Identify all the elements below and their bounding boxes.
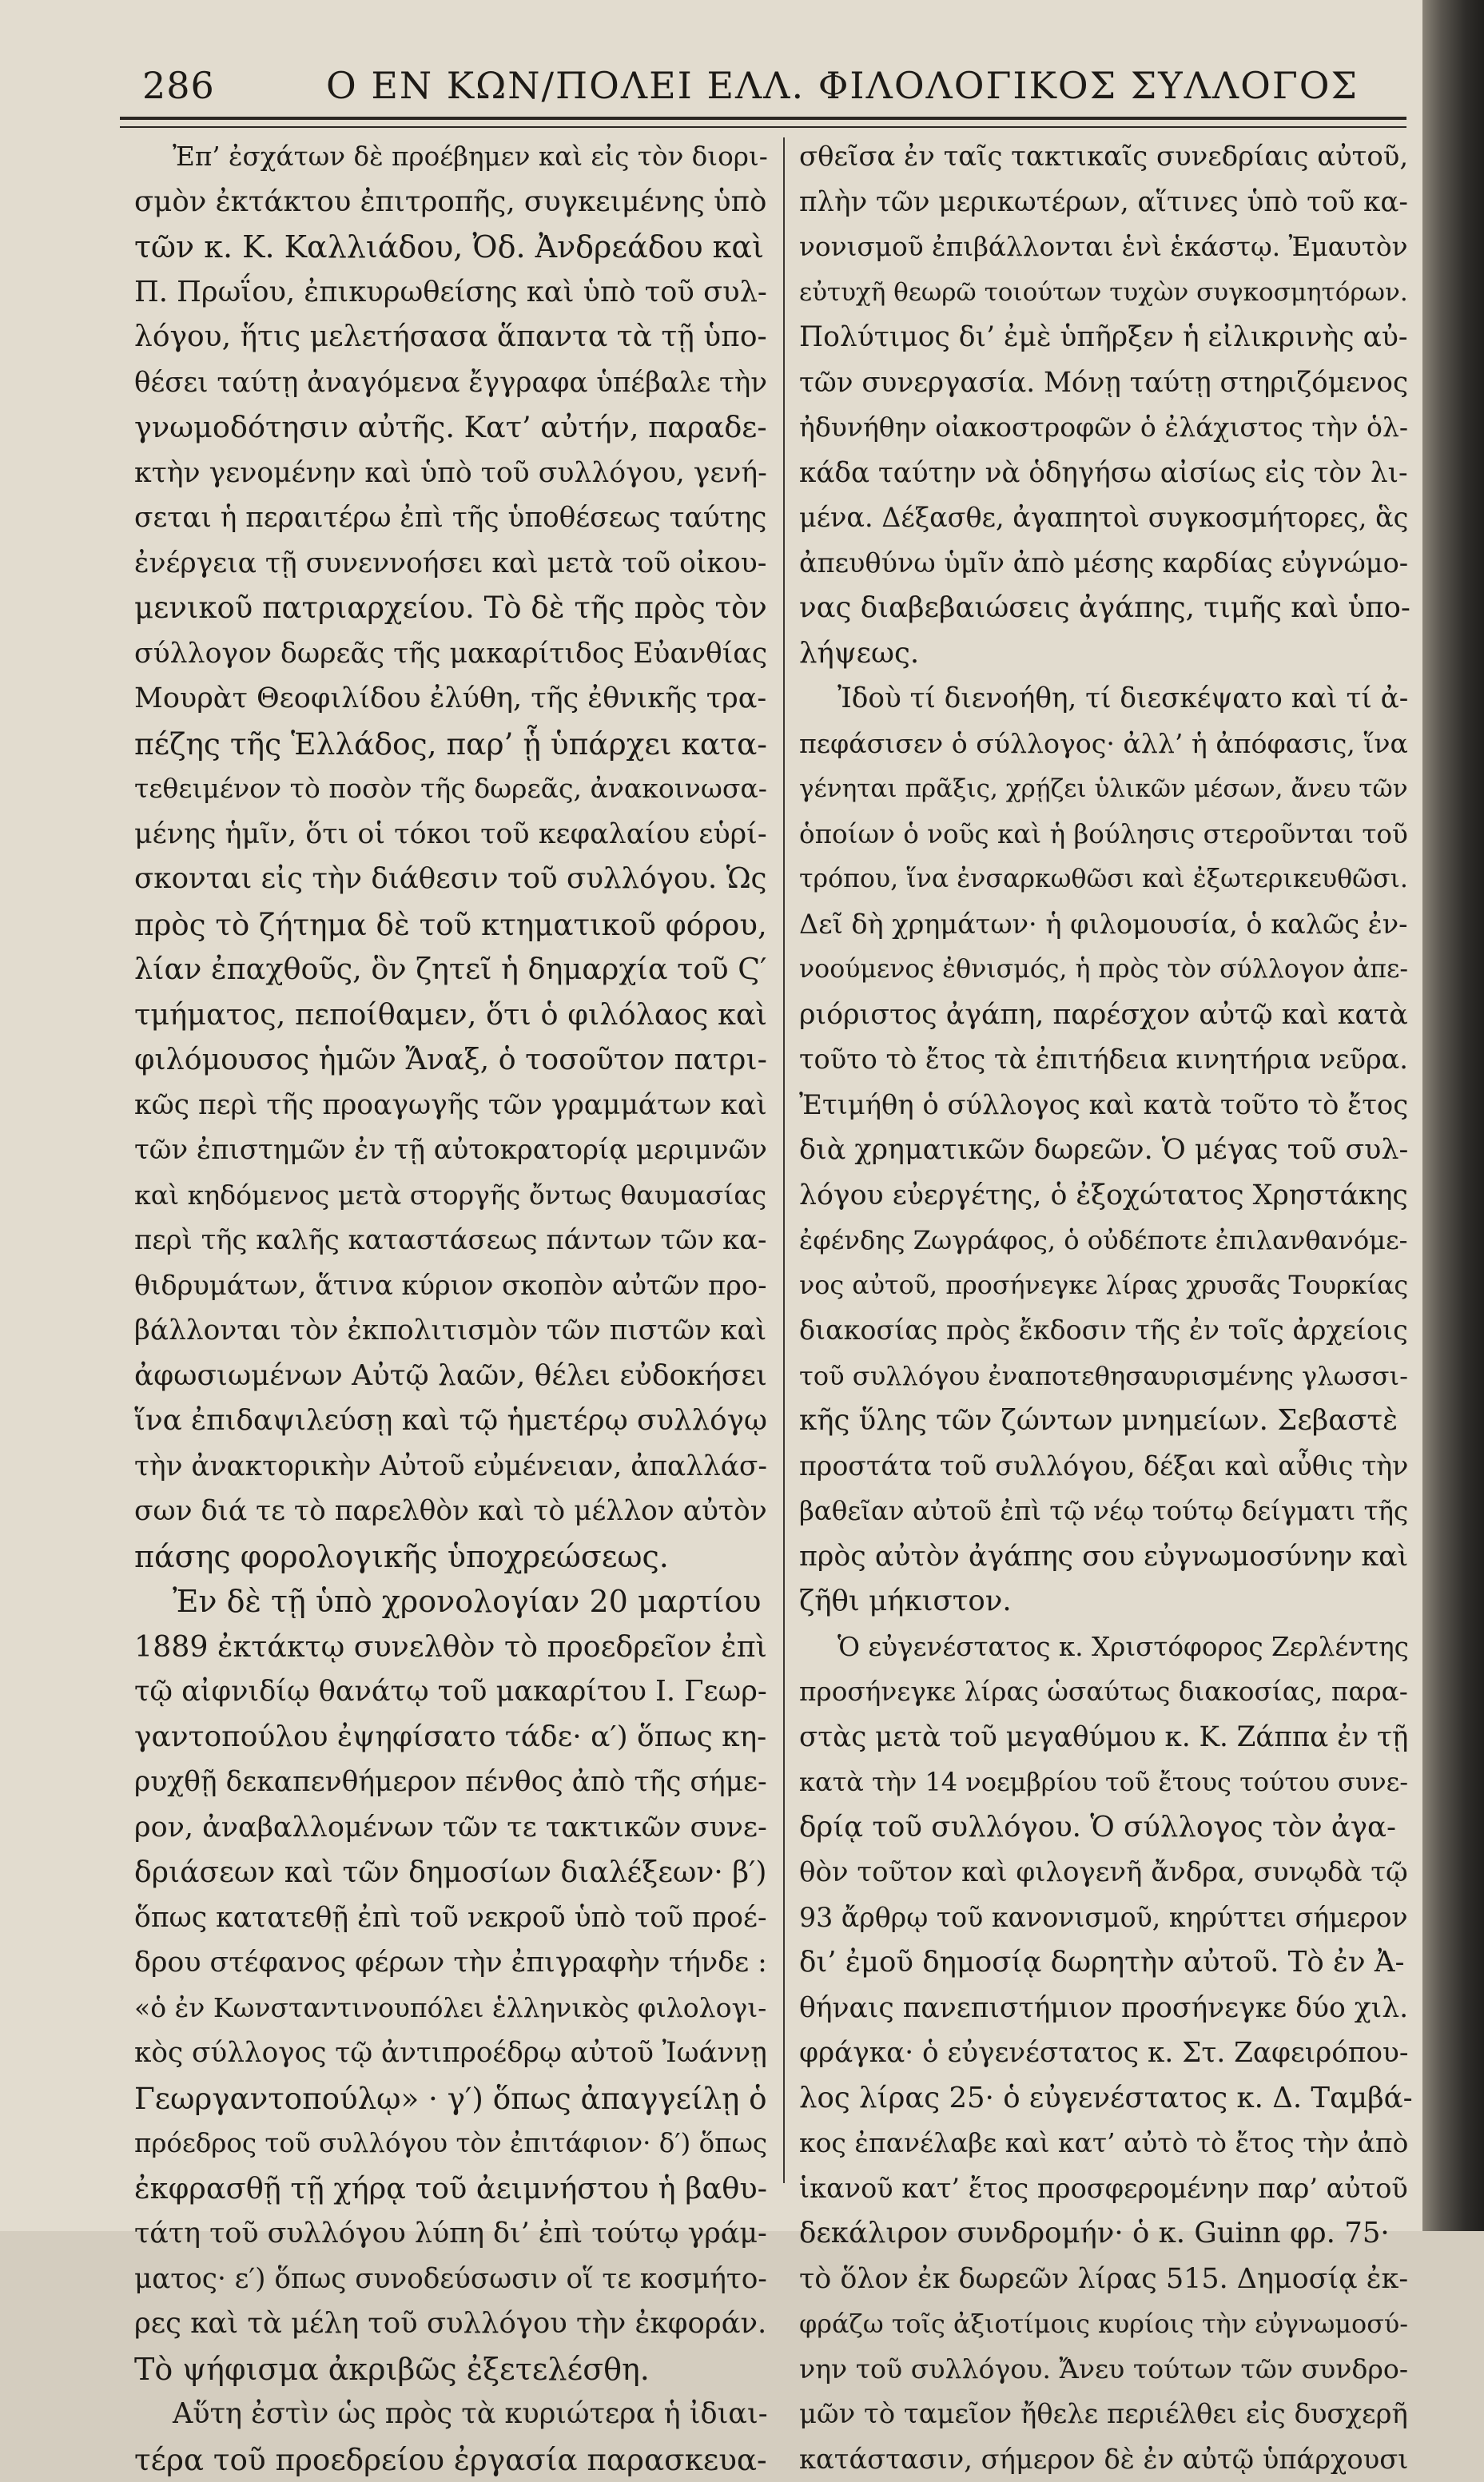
column-divider (783, 137, 785, 2183)
text-line: τῶν ἐπιστημῶν ἐν τῇ αὐτοκρατορίᾳ μεριμνῶν (134, 1128, 774, 1173)
text-line: ἀπευθύνω ὑμῖν ἀπὸ μέσης καρδίας εὐγνώμο- (799, 541, 1414, 587)
running-title: Ο ΕΝ ΚΩΝ/ΠΟΛΕΙ ΕΛΛ. ΦΙΛΟΛΟΓΙΚΟΣ ΣΥΛΛΟΓΟΣ (326, 64, 1359, 107)
text-line: νην τοῦ συλλόγου. Ἄνευ τούτων τῶν συνδρο- (799, 2347, 1414, 2393)
text-line: βαθεῖαν αὐτοῦ ἐπὶ τῷ νέῳ τούτῳ δείγματι τῆς (799, 1489, 1414, 1534)
text-line: ἵνα ἐπιδαψιλεύσῃ καὶ τῷ ἡμετέρῳ συλλόγῳ (134, 1398, 774, 1444)
text-line: σκονται εἰς τὴν διάθεσιν τοῦ συλλόγου. Ὡς (134, 857, 774, 902)
text-line: λίαν ἐπαχθοῦς, ὃν ζητεῖ ἡ δημαρχία τοῦ Ϛ′ (134, 947, 774, 992)
text-line: πρὸς τὸ ζήτημα δὲ τοῦ κτηματικοῦ φόρου, (134, 902, 774, 948)
text-line: νας διαβεβαιώσεις ἀγάπης, τιμῆς καὶ ὑπο- (799, 586, 1414, 631)
text-line: σων διά τε τὸ παρελθὸν καὶ τὸ μέλλον αὐτὸν (134, 1489, 774, 1534)
text-line: λος λίρας 25· ὁ εὐγενέστατος κ. Δ. Ταμβά- (799, 2076, 1414, 2122)
text-line: ὅπως κατατεθῇ ἐπὶ τοῦ νεκροῦ ὑπὸ τοῦ προέ- (134, 1895, 774, 1941)
text-line: τέρα τοῦ προεδρείου ἐργασία παρασκευα- (134, 2437, 774, 2482)
text-line: γνωμοδότησιν αὐτῆς. Κατ’ αὐτήν, παραδε- (134, 405, 774, 451)
text-line: πέζης τῆς Ἑλλάδος, παρ’ ᾗ ὑπάρχει κατα- (134, 722, 774, 767)
text-line: νονισμοῦ ἐπιβάλλονται ἑνὶ ἑκάστῳ. Ἐμαυτὸν (799, 225, 1414, 270)
text-line: σεται ἡ περαιτέρω ἐπὶ τῆς ὑποθέσεως ταύτης (134, 495, 774, 541)
text-line: προσήνεγκε λίρας ὡσαύτως διακοσίας, παρα- (799, 1669, 1414, 1715)
text-line: τοῦ συλλόγου ἐναποτεθησαυρισμένης γλωσσι- (799, 1354, 1414, 1399)
text-line: τὴν ἀνακτορικὴν Αὐτοῦ εὐμένειαν, ἀπαλλάσ- (134, 1444, 774, 1490)
text-line: Π. Πρωΐου, ἐπικυρωθείσης καὶ ὑπὸ τοῦ συλ- (134, 270, 774, 316)
text-line: δρίᾳ τοῦ συλλόγου. Ὁ σύλλογος τὸν ἀγα- (799, 1805, 1414, 1851)
text-line: κατὰ τὴν 14 νοεμβρίου τοῦ ἔτους τούτου συνε- (799, 1760, 1414, 1805)
text-line: ἐνέργεια τῇ συνεννοήσει καὶ μετὰ τοῦ οἰκου- (134, 541, 774, 587)
text-line: «ὁ ἐν Κωνσταντινουπόλει ἑλληνικὸς φιλολογι- (134, 1986, 774, 2031)
header-rule-thin (120, 126, 1406, 128)
text-line: Τὸ ψήφισμα ἀκριβῶς ἐξετελέσθη. (134, 2347, 774, 2393)
text-line: λήψεως. (799, 631, 1414, 677)
text-line: ζῆθι μήκιστον. (799, 1579, 1414, 1625)
text-line: πρόεδρος τοῦ συλλόγου τὸν ἐπιτάφιον· δ′) ὅπως (134, 2121, 774, 2166)
text-line: Ἐπ’ ἐσχάτων δὲ προέβημεν καὶ εἰς τὸν διορι- (134, 134, 774, 180)
text-line: Μουρὰτ Θεοφιλίδου ἐλύθη, τῆς ἐθνικῆς τρα- (134, 676, 774, 722)
text-line: τῶν συνεργασία. Μόνῃ ταύτῃ στηριζόμενος (799, 360, 1414, 406)
text-line: λόγου εὐεργέτης, ὁ ἐξοχώτατος Χρηστάκης (799, 1173, 1414, 1219)
text-line: ρον, ἀναβαλλομένων τῶν τε τακτικῶν συνε- (134, 1805, 774, 1851)
text-line: νοούμενος ἐθνισμός, ἡ πρὸς τὸν σύλλογον ἀπε- (799, 947, 1414, 992)
text-line: τάτη τοῦ συλλόγου λύπη δι’ ἐπὶ τούτῳ γράμ- (134, 2211, 774, 2257)
text-line: κτὴν γενομένην καὶ ὑπὸ τοῦ συλλόγου, γενή- (134, 451, 774, 496)
text-line: θέσει ταύτῃ ἀναγόμενα ἔγγραφα ὑπέβαλε τὴν (134, 360, 774, 406)
text-line: μένης ἡμῖν, ὅτι οἱ τόκοι τοῦ κεφαλαίου εὑρί- (134, 812, 774, 857)
text-line: σθεῖσα ἐν ταῖς τακτικαῖς συνεδρίαις αὐτοῦ, (799, 134, 1414, 180)
text-line: τρόπου, ἵνα ἐνσαρκωθῶσι καὶ ἐξωτερικευθῶσι. (799, 857, 1414, 902)
text-line: κατάστασιν, σήμερον δὲ ἐν αὐτῷ ὑπάρχουσι (799, 2437, 1414, 2482)
text-line: ἀφωσιωμένων Αὐτῷ λαῶν, θέλει εὐδοκήσει (134, 1354, 774, 1399)
text-line: ἠδυνήθην οἰακοστροφῶν ὁ ἐλάχιστος τὴν ὁλ- (799, 405, 1414, 451)
text-line: στὰς μετὰ τοῦ μεγαθύμου κ. Κ. Ζάππα ἐν τῇ (799, 1715, 1414, 1760)
text-line: ἐκφρασθῇ τῇ χήρᾳ τοῦ ἀειμνήστου ἡ βαθυ- (134, 2166, 774, 2212)
text-line: τῷ αἰφνιδίῳ θανάτῳ τοῦ μακαρίτου Ι. Γεωρ- (134, 1669, 774, 1715)
text-line: καὶ κηδόμενος μετὰ στοργῆς ὄντως θαυμασίας (134, 1173, 774, 1219)
text-line: θήναις πανεπιστήμιον προσήνεγκε δύο χιλ. (799, 1986, 1414, 2031)
text-line: διὰ χρηματικῶν δωρεῶν. Ὁ μέγας τοῦ συλ- (799, 1128, 1414, 1173)
text-line: κῶς περὶ τῆς προαγωγῆς τῶν γραμμάτων καὶ (134, 1083, 774, 1128)
text-line: πεφάσισεν ὁ σύλλογος· ἀλλ’ ἡ ἀπόφασις, ἵνα (799, 722, 1414, 767)
text-line: Ἐτιμήθη ὁ σύλλογος καὶ κατὰ τοῦτο τὸ ἔτος (799, 1083, 1414, 1128)
text-line: νος αὐτοῦ, προσήνεγκε λίρας χρυσᾶς Τουρκίας (799, 1263, 1414, 1309)
text-line: λόγου, ἥτις μελετήσασα ἅπαντα τὰ τῇ ὑπο- (134, 315, 774, 360)
page-number: 286 (142, 64, 215, 107)
text-line: διακοσίας πρὸς ἔκδοσιν τῆς ἐν τοῖς ἀρχείοις (799, 1308, 1414, 1354)
text-line: γαντοπούλου ἐψηφίσατο τάδε· α′) ὅπως κη- (134, 1715, 774, 1760)
text-line: μενικοῦ πατριαρχείου. Τὸ δὲ τῆς πρὸς τὸν (134, 586, 774, 631)
text-line: κὸς σύλλογος τῷ ἀντιπροέδρῳ αὐτοῦ Ἰωάννῃ (134, 2031, 774, 2076)
text-line: τὸ ὅλον ἐκ δωρεῶν λίρας 515. Δημοσίᾳ ἐκ- (799, 2257, 1414, 2302)
text-line: ἐφένδης Ζωγράφος, ὁ οὐδέποτε ἐπιλανθανόμε- (799, 1218, 1414, 1263)
text-line: δι’ ἐμοῦ δημοσίᾳ δωρητὴν αὐτοῦ. Τὸ ἐν Ἀ- (799, 1940, 1414, 1986)
text-line: δεκάλιρον συνδρομήν· ὁ κ. Guinn φρ. 75· (799, 2211, 1414, 2257)
text-line: κάδα ταύτην νὰ ὁδηγήσω αἰσίως εἰς τὸν λι- (799, 451, 1414, 496)
text-line: βάλλονται τὸν ἐκπολιτισμὸν τῶν πιστῶν καὶ (134, 1308, 774, 1354)
text-line: πλὴν τῶν μερικωτέρων, αἵτινες ὑπὸ τοῦ κα- (799, 180, 1414, 225)
text-line: τμήματος, πεποίθαμεν, ὅτι ὁ φιλόλαος καὶ (134, 992, 774, 1038)
text-line: τεθειμένον τὸ ποσὸν τῆς δωρεᾶς, ἀνακοινωσα- (134, 766, 774, 812)
left-column (134, 134, 774, 2482)
text-line: φιλόμουσος ἡμῶν Ἄναξ, ὁ τοσοῦτον πατρι- (134, 1037, 774, 1083)
text-line: Ἰδοὺ τί διενοήθη, τί διεσκέψατο καὶ τί ἀ- (799, 676, 1414, 722)
text-line: ματος· ε′) ὅπως συνοδεύσωσιν οἵ τε κοσμήτο- (134, 2257, 774, 2302)
text-line: θιδρυμάτων, ἅτινα κύριον σκοπὸν αὐτῶν προ- (134, 1263, 774, 1309)
text-line: φράγκα· ὁ εὐγενέστατος κ. Στ. Ζαφειρόπου- (799, 2031, 1414, 2076)
text-line: Γεωργαντοπούλῳ» · γ′) ὅπως ἀπαγγείλῃ ὁ (134, 2076, 774, 2122)
header-rule-thick (120, 117, 1406, 120)
text-line: θὸν τοῦτον καὶ φιλογενῆ ἄνδρα, συνῳδὰ τῷ (799, 1850, 1414, 1895)
text-line: μένα. Δέξασθε, ἀγαπητοὶ συγκοσμήτορες, ἃς (799, 495, 1414, 541)
text-line: περὶ τῆς καλῆς καταστάσεως πάντων τῶν κα- (134, 1218, 774, 1263)
text-line: Ἐν δὲ τῇ ὑπὸ χρονολογίαν 20 μαρτίου (134, 1579, 774, 1625)
text-line: τοῦτο τὸ ἔτος τὰ ἐπιτήδεια κινητήρια νεῦρα. (799, 1037, 1414, 1083)
book-spine-shadow (1422, 0, 1484, 2231)
text-line: τῶν κ. Κ. Καλλιάδου, Ὀδ. Ἀνδρεάδου καὶ (134, 225, 774, 270)
text-line: δρου στέφανος φέρων τὴν ἐπιγραφὴν τήνδε : (134, 1940, 774, 1986)
text-line: Ὁ εὐγενέστατος κ. Χριστόφορος Ζερλέντης (799, 1625, 1414, 1670)
text-line: ὁποίων ὁ νοῦς καὶ ἡ βούλησις στεροῦνται τοῦ (799, 812, 1414, 857)
text-line: φράζω τοῖς ἀξιοτίμοις κυρίοις τὴν εὐγνωμοσύ- (799, 2301, 1414, 2347)
text-line: σύλλογον δωρεᾶς τῆς μακαρίτιδος Εὐανθίας (134, 631, 774, 677)
text-line: πρὸς αὐτὸν ἀγάπης σου εὐγνωμοσύνην καὶ (799, 1534, 1414, 1580)
text-line: ρες καὶ τὰ μέλη τοῦ συλλόγου τὴν ἐκφοράν. (134, 2301, 774, 2347)
text-line: κος ἐπανέλαβε καὶ κατ’ αὐτὸ τὸ ἔτος τὴν ἀπὸ (799, 2121, 1414, 2166)
text-line: γένηται πρᾶξις, χρῄζει ὑλικῶν μέσων, ἄνευ τῶν (799, 766, 1414, 812)
text-line: δριάσεων καὶ τῶν δημοσίων διαλέξεων· β′) (134, 1850, 774, 1895)
text-line: ἱκανοῦ κατ’ ἔτος προσφερομένην παρ’ αὐτοῦ (799, 2166, 1414, 2212)
text-line: 1889 ἐκτάκτῳ συνελθὸν τὸ προεδρεῖον ἐπὶ (134, 1625, 774, 1670)
text-line: Αὕτη ἐστὶν ὡς πρὸς τὰ κυριώτερα ἡ ἰδιαι- (134, 2392, 774, 2437)
text-line: 93 ἄρθρῳ τοῦ κανονισμοῦ, κηρύττει σήμερον (799, 1895, 1414, 1941)
text-line: Δεῖ δὴ χρημάτων· ἡ φιλομουσία, ὁ καλῶς ἐν- (799, 902, 1414, 948)
page-header (142, 56, 1405, 112)
text-line: ρυχθῇ δεκαπενθήμερον πένθος ἀπὸ τῆς σήμε- (134, 1760, 774, 1805)
text-line: πάσης φορολογικῆς ὑποχρεώσεως. (134, 1534, 774, 1580)
text-line: εὐτυχῆ θεωρῶ τοιούτων τυχὼν συγκοσμητόρων. (799, 270, 1414, 316)
text-line: Πολύτιμος δι’ ἐμὲ ὑπῆρξεν ἡ εἰλικρινὴς αὐ- (799, 315, 1414, 360)
text-line: κῆς ὕλης τῶν ζώντων μνημείων. Σεβαστὲ (799, 1398, 1414, 1444)
text-line: σμὸν ἐκτάκτου ἐπιτροπῆς, συγκειμένης ὑπὸ (134, 180, 774, 225)
text-line: ριόριστος ἀγάπη, παρέσχον αὐτῷ καὶ κατὰ (799, 992, 1414, 1038)
text-line: προστάτα τοῦ συλλόγου, δέξαι καὶ αὖθις τὴν (799, 1444, 1414, 1490)
right-column (799, 134, 1414, 2482)
text-line: μῶν τὸ ταμεῖον ἤθελε περιέλθει εἰς δυσχερῆ (799, 2392, 1414, 2437)
